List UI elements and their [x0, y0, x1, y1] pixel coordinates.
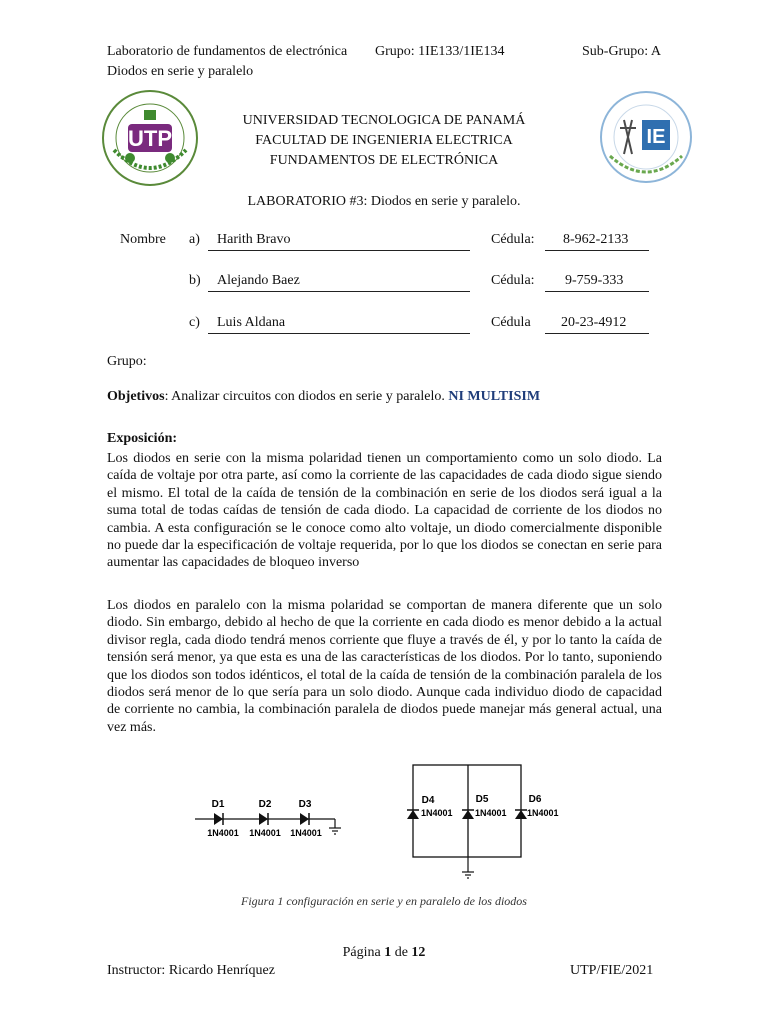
student-row	[0, 313, 768, 343]
page-total: 12	[411, 945, 426, 960]
lab-title: LABORATORIO #3: Diodos en serie y paralelo.	[247, 194, 521, 209]
student-letter: a)	[189, 232, 200, 247]
university-name: UNIVERSIDAD TECNOLOGICA DE PANAMÁ	[242, 113, 526, 128]
diode-ref: D1	[211, 799, 225, 810]
cedula-underline	[545, 333, 649, 334]
grupo-label: Grupo:	[107, 354, 147, 369]
page-mid: de	[391, 945, 412, 960]
name-underline	[208, 250, 470, 251]
diode-part: 1N4001	[527, 808, 559, 818]
svg-text:IE: IE	[646, 126, 666, 148]
diode-ref: D6	[528, 794, 542, 805]
student-row	[0, 230, 768, 260]
series-diode-circuit	[195, 792, 355, 848]
header-group: Grupo: 1IE133/1IE134	[375, 44, 505, 59]
diode-ref: D2	[258, 799, 272, 810]
diode-part: 1N4001	[421, 808, 453, 818]
names-label: Nombre	[120, 232, 166, 247]
header-lab-name: Laboratorio de fundamentos de electrónica	[107, 44, 348, 59]
course-name: FUNDAMENTOS DE ELECTRÓNICA	[269, 153, 499, 168]
student-name: Alejando Baez	[217, 273, 300, 288]
ni-multisim: NI MULTISIM	[448, 389, 541, 404]
figure-caption: Figura 1 configuración en serie y en paralelo de los diodos	[241, 894, 527, 908]
student-name: Harith Bravo	[217, 232, 291, 247]
student-letter: b)	[189, 273, 201, 288]
name-underline	[208, 333, 470, 334]
diode-ref: D5	[475, 794, 489, 805]
cedula-underline	[545, 291, 649, 292]
cedula-value: 9-759-333	[565, 273, 624, 288]
diode-ref: D4	[421, 795, 435, 806]
student-letter: c)	[189, 315, 200, 330]
cedula-underline	[545, 250, 649, 251]
page-prefix: Página	[342, 945, 385, 960]
exposition-paragraph: Los diodos en serie con la misma polaridad tienen un comportamiento como un solo diodo. La caída de voltaje por otra parte, así como la corriente de las capacidades de cada diodo sigue siendo el mismo. El total de la caída de tensión de la combinación en serie de los diodos será igual a la suma total de todas caídas de tensión de cada diodo. La capacidad de corriente de los diodos no cambia. A esta configuración se le conoce como alto voltaje, un diodo comercialmente disponible no puede dar la especificación de voltaje requerida, por lo que los diodos se conectan en serie para aumentar las capacidades de bloqueo inverso	[107, 451, 662, 571]
page-number	[0, 945, 768, 961]
diode-part: 1N4001	[249, 828, 281, 838]
diode-part: 1N4001	[475, 808, 507, 818]
header-subgroup: Sub-Grupo: A	[582, 44, 661, 59]
student-row	[0, 271, 768, 301]
parallel-diode-circuit	[400, 760, 570, 895]
instructor: Instructor: Ricardo Henríquez	[107, 963, 275, 978]
footer-code: UTP/FIE/2021	[570, 963, 654, 978]
exposition-paragraph: Los diodos en paralelo con la misma polaridad se comportan de manera diferente que un solo diodo. Sin embargo, debido al hecho de que la corriente en cada diodo es menor debido a la actual divisor regla, cada diodo tendrá menos corriente que fluye a través de él, y por lo tanto la caída de tensión será menor, ya que esta es una de las características de los diodos. Por lo tanto, suponiendo que los diodos son todos idénticos, el total de la caída de tensión de la combinación paralela de los diodos será menor de lo que sería para un solo diodo. Aunque cada individuo diodo de capacidad de corriente no cambia, la combinación paralela de diodos puede manejar más general actual, una vez más.	[107, 598, 662, 735]
diode-ref: D3	[298, 799, 312, 810]
name-underline	[208, 291, 470, 292]
exposition-heading: Exposición:	[107, 431, 178, 446]
faculty-name: FACULTAD DE INGENIERIA ELECTRICA	[255, 133, 513, 148]
diode-part: 1N4001	[207, 828, 239, 838]
student-name: Luis Aldana	[217, 315, 286, 330]
cedula-value: 20-23-4912	[561, 315, 627, 330]
page-current: 1	[384, 945, 392, 960]
diode-part: 1N4001	[290, 828, 322, 838]
objectives	[107, 389, 540, 405]
cedula-value: 8-962-2133	[563, 232, 629, 247]
svg-text:UTP: UTP	[128, 126, 172, 151]
cedula-label: Cédula:	[491, 273, 535, 288]
objectives-text: : Analizar circuitos con diodos en serie y paralelo.	[164, 389, 445, 404]
cedula-label: Cédula	[491, 315, 531, 330]
objectives-label: Objetivos	[107, 389, 165, 404]
header-subtitle: Diodos en serie y paralelo	[107, 64, 254, 79]
cedula-label: Cédula:	[491, 232, 535, 247]
